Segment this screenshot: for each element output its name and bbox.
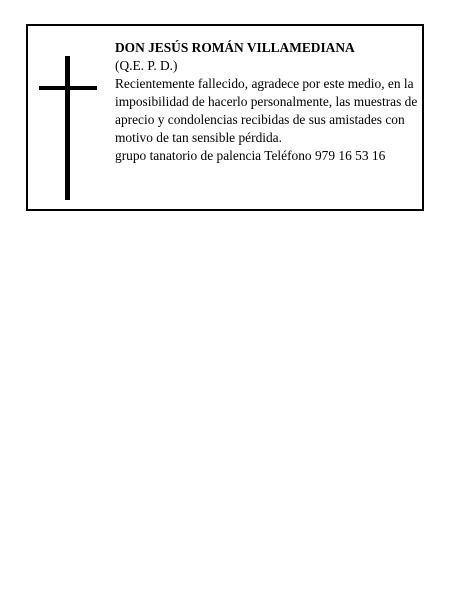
cross-vertical-bar	[65, 56, 70, 200]
qepd-abbreviation: (Q.E. P. D.)	[115, 58, 178, 73]
thanks-message: Recientemente fallecido, agradece por este medio, en la imposibilidad de hacerlo personalmente, las muestras de aprecio y condolencias recibidas de sus amistades con motivo de tan sensible pérdida.	[115, 76, 418, 145]
cross-horizontal-bar	[39, 86, 97, 90]
funeral-home-contact: grupo tanatorio de palencia Teléfono 979 16 53 16	[115, 148, 386, 163]
obituary-notice	[26, 24, 424, 211]
cross-icon	[39, 56, 97, 200]
notice-text	[115, 39, 420, 165]
deceased-name: DON JESÚS ROMÁN VILLAMEDIANA	[115, 40, 355, 55]
